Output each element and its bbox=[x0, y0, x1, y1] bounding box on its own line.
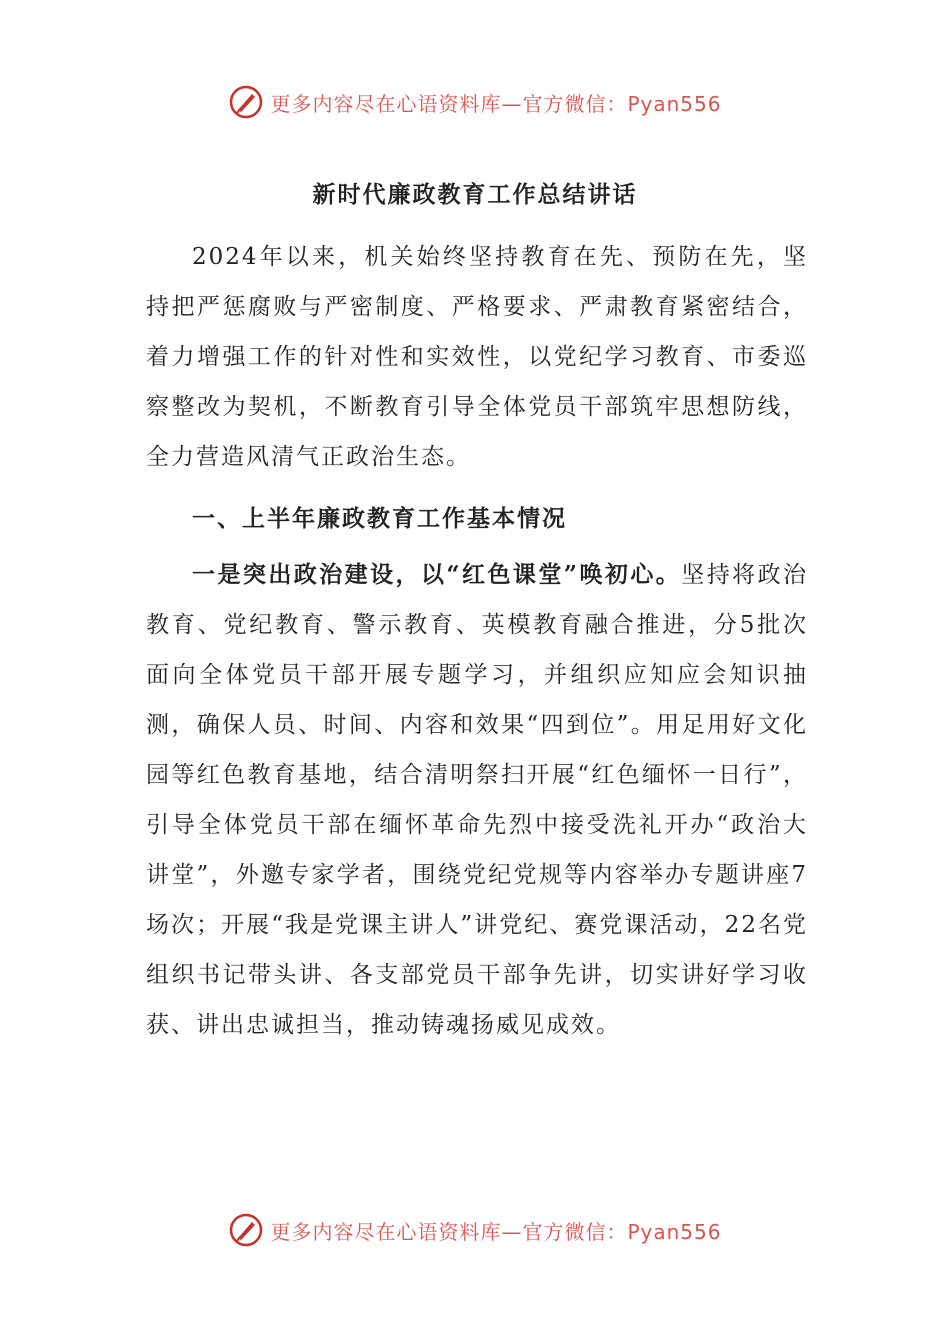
watermark-banner-top bbox=[0, 84, 950, 120]
paragraph-1-lead: 一是突出政治建设，以“红色课堂”唤初心。 bbox=[192, 561, 682, 588]
paragraph-1-body: 坚持将政治教育、党纪教育、警示教育、英模教育融合推进，分5批次面向全体党员干部开展专题学习，并组织应知应会知识抽测，确保人员、时间、内容和效果“四到位”。用足用好文化园等红色教育基地，结合清明祭扫开展“红色缅怀一日行”，引导全体党员干部在缅怀革命先烈中接受洗礼开办“政治大讲堂”，外邀专家学者，围绕党纪党规等内容举办专题讲座7场次；开展“我是党课主讲人”讲党纪、赛党课活动，22名党组织书记带头讲、各支部党员干部争先讲，切实讲好学习收获、讲出忠诚担当，推动铸魂扬威见成效。 bbox=[146, 562, 809, 1038]
section-heading: 一、上半年廉政教育工作基本情况 bbox=[192, 505, 567, 532]
feather-pen-logo-icon bbox=[228, 84, 264, 120]
document-title: 新时代廉政教育工作总结讲话 bbox=[312, 181, 638, 208]
paragraph-1 bbox=[146, 550, 808, 1050]
intro-paragraph: 2024年以来，机关始终坚持教育在先、预防在先，坚持把严惩腐败与严密制度、严格要求、严肃教育紧密结合，着力增强工作的针对性和实效性，以党纪学习教育、市委巡察整改为契机，不断教育引导全体党员干部筑牢思想防线，全力营造风清气正政治生态。 bbox=[146, 244, 808, 470]
watermark-banner-bottom bbox=[0, 1212, 950, 1248]
feather-pen-logo-icon bbox=[228, 1212, 264, 1248]
watermark-text: 更多内容尽在心语资料库—官方微信：Pyan556 bbox=[270, 1219, 722, 1244]
document-body bbox=[146, 232, 808, 1050]
watermark-text: 更多内容尽在心语资料库—官方微信：Pyan556 bbox=[270, 91, 722, 116]
